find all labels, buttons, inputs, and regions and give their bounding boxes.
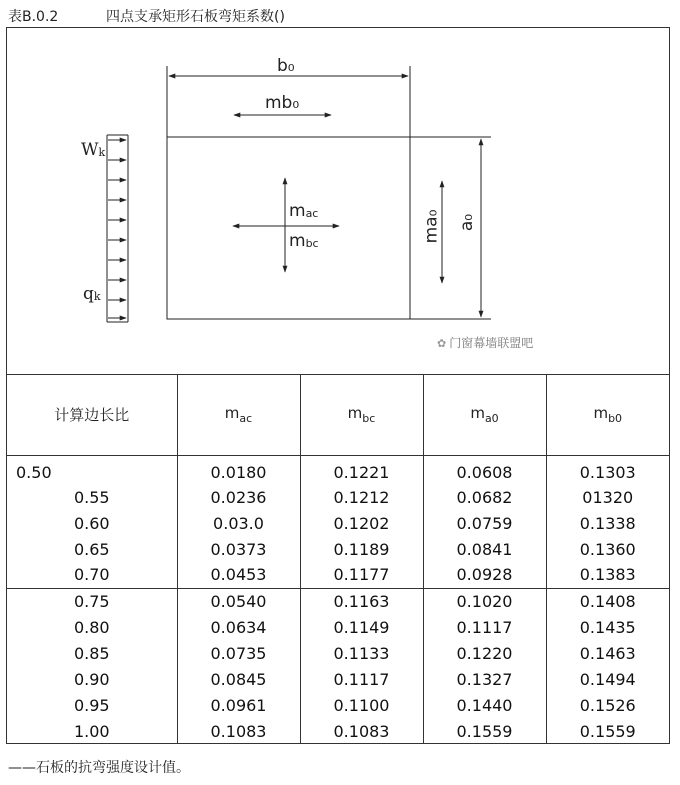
- cell-ratio: 0.70: [7, 562, 177, 588]
- cell-mac: 0.0236: [177, 484, 300, 510]
- header-ma0-sub: a0: [484, 412, 499, 426]
- cell-mac: 0.0453: [177, 562, 300, 588]
- header-ma0: [423, 375, 546, 455]
- mac-label: [289, 203, 318, 220]
- cell-mbc: 0.1083: [300, 718, 423, 744]
- cell-ma0: 0.1220: [423, 640, 546, 666]
- footnote: ——石板的抗弯强度设计值。: [8, 760, 190, 776]
- a0-label: a₀: [457, 213, 478, 232]
- header-mb0-base: m: [593, 404, 609, 423]
- mbc-label: [289, 233, 319, 250]
- wk-label-base: W: [81, 140, 99, 160]
- cell-ratio: 0.75: [7, 588, 177, 614]
- table-row: [7, 510, 669, 536]
- caption-title: 四点支承矩形石板弯矩系数(): [106, 9, 285, 25]
- header-mbc-base: m: [347, 404, 363, 423]
- cell-mbc: 0.1149: [300, 614, 423, 640]
- caption-number: 表B.0.2: [8, 9, 59, 25]
- table-row: [7, 614, 669, 640]
- cell-mac: 0.0180: [177, 455, 300, 484]
- cell-mac: 0.0634: [177, 614, 300, 640]
- cell-mac: 0.0373: [177, 536, 300, 562]
- table-row: [7, 718, 669, 744]
- figure-table-frame: [6, 27, 670, 744]
- watermark: [437, 334, 533, 351]
- cell-mb0: 0.1338: [579, 513, 636, 533]
- cell-mac: 0.0540: [177, 588, 300, 614]
- header-mb0: [546, 375, 669, 455]
- header-mac-sub: ac: [239, 412, 253, 426]
- diagram-drawing: [7, 28, 669, 375]
- table-row: [7, 588, 669, 614]
- header-ma0-base: m: [470, 404, 485, 423]
- cell-ratio: 0.65: [7, 536, 177, 562]
- cell-ma0: 0.1559: [423, 718, 546, 744]
- cell-ratio: 1.00: [7, 718, 177, 744]
- plate-diagram: [7, 28, 669, 375]
- cell-ma0: 0.1020: [423, 588, 546, 614]
- mbc-label-sub: bc: [305, 237, 319, 250]
- cell-mbc: 0.1177: [300, 562, 423, 588]
- b0-label: b₀: [277, 56, 295, 76]
- header-mbc-sub: bc: [362, 412, 376, 426]
- load-arrows: [108, 140, 126, 318]
- cell-mb0: 0.1435: [579, 617, 636, 637]
- cell-mbc: 0.1212: [300, 484, 423, 510]
- cell-ma0: 0.1327: [423, 666, 546, 692]
- cell-ma0: 0.1440: [423, 692, 546, 718]
- header-mbc: [300, 375, 423, 455]
- cell-mbc: 0.1117: [300, 666, 423, 692]
- cell-mb0: 0.1559: [579, 721, 636, 741]
- mbc-label-base: m: [289, 231, 306, 251]
- cell-ratio: 0.55: [7, 484, 177, 510]
- cell-mbc: 0.1221: [300, 455, 423, 484]
- ma0-label: ma₀: [421, 209, 442, 244]
- cell-ma0: 0.0682: [423, 484, 546, 510]
- table-row: [7, 666, 669, 692]
- cell-mb0: 0.1526: [579, 695, 636, 715]
- cell-ratio: 0.60: [7, 510, 177, 536]
- cell-ratio: 0.95: [7, 692, 177, 718]
- table-header-row: [7, 375, 669, 455]
- plate-rectangle: [167, 137, 410, 319]
- cell-ratio: 0.50: [7, 455, 177, 484]
- coefficient-table: [7, 375, 669, 744]
- cell-mac: 0.1083: [177, 718, 300, 744]
- table-row: [7, 692, 669, 718]
- qk-label: [83, 286, 101, 303]
- header-ratio: [7, 375, 177, 455]
- table-caption: [8, 6, 285, 26]
- cell-mb0: 0.1494: [579, 669, 636, 689]
- cell-ma0: 0.0608: [423, 455, 546, 484]
- qk-label-base: q: [83, 284, 94, 304]
- cell-mb0: 0.1408: [546, 588, 669, 614]
- cell-mac: 0.0845: [177, 666, 300, 692]
- cell-mac: 0.0961: [177, 692, 300, 718]
- cell-ma0: 0.0928: [423, 562, 546, 588]
- paw-icon: ✿: [437, 337, 447, 350]
- cell-mbc: 0.1100: [300, 692, 423, 718]
- cell-mb0: 0.1303: [579, 463, 636, 483]
- cell-ma0: 0.1117: [423, 614, 546, 640]
- cell-ratio: 0.90: [7, 666, 177, 692]
- table-row: [7, 455, 669, 484]
- mac-label-base: m: [289, 201, 306, 221]
- cell-mac: 0.0735: [177, 640, 300, 666]
- cell-mb0: 01320: [582, 487, 634, 507]
- table-row: [7, 484, 669, 510]
- cell-mb0: 0.1360: [579, 539, 636, 559]
- header-mac: [177, 375, 300, 455]
- table-row: [7, 562, 669, 588]
- watermark-text: 门窗幕墙联盟吧: [449, 336, 534, 350]
- cell-ma0: 0.0759: [423, 510, 546, 536]
- qk-label-sub: k: [93, 290, 101, 303]
- wk-label: [81, 142, 105, 159]
- cell-mbc: 0.1202: [300, 510, 423, 536]
- table-row: [7, 640, 669, 666]
- mb0-label: mb₀: [265, 93, 300, 113]
- table-row: [7, 536, 669, 562]
- cell-ma0: 0.0841: [423, 536, 546, 562]
- header-ratio-text: 计算边长比: [54, 406, 130, 425]
- cell-mbc: 0.1133: [300, 640, 423, 666]
- wk-label-sub: k: [98, 146, 106, 159]
- cell-mbc: 0.1189: [300, 536, 423, 562]
- cell-ratio: 0.85: [7, 640, 177, 666]
- cell-mb0: 0.1463: [579, 643, 636, 663]
- cell-mb0: 0.1383: [579, 565, 636, 585]
- mac-label-sub: ac: [305, 207, 319, 220]
- cell-mbc: 0.1163: [300, 588, 423, 614]
- header-mb0-sub: b0: [608, 412, 623, 426]
- header-mac-base: m: [224, 404, 240, 423]
- cell-mac: 0.03.0: [177, 510, 300, 536]
- cell-ratio: 0.80: [7, 614, 177, 640]
